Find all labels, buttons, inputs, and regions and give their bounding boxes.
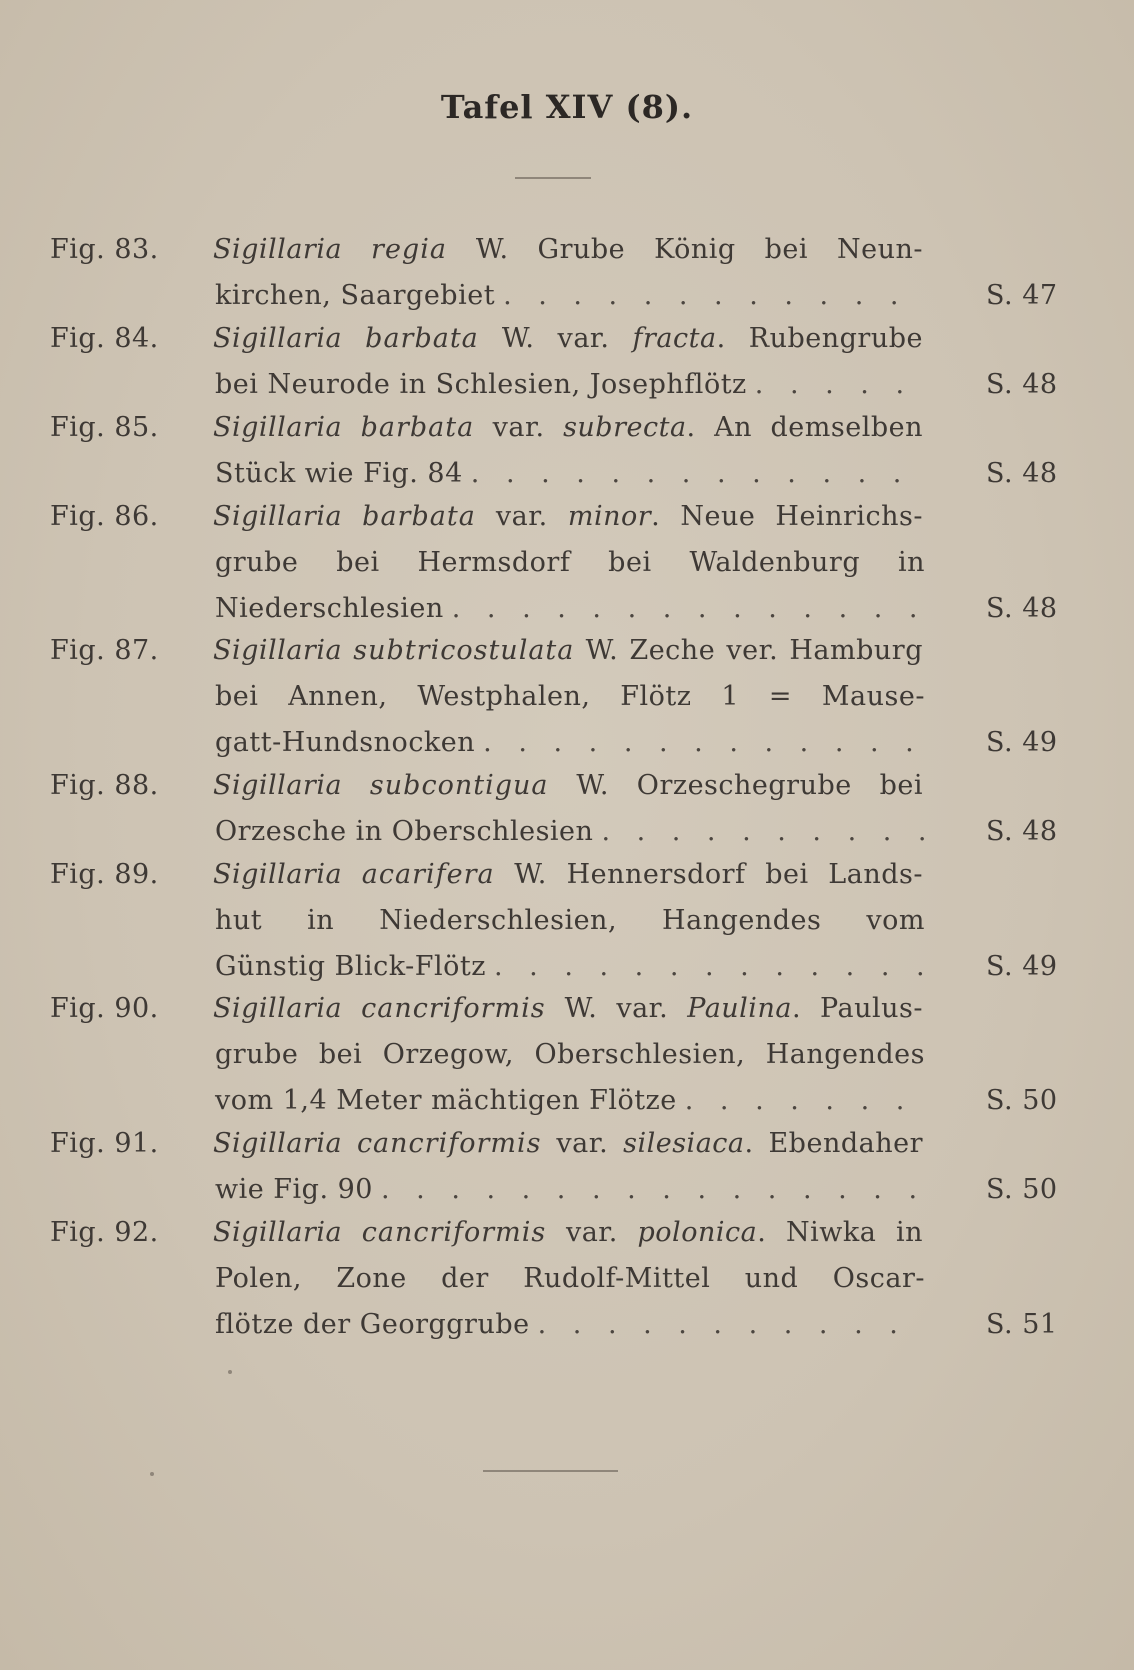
- entry-location: wie Fig. 90: [215, 1174, 373, 1205]
- entry-description-rest: . An demselben: [686, 412, 923, 443]
- genus-name: Sigillaria: [213, 234, 343, 265]
- entry-continuation-line: [215, 1167, 925, 1213]
- figure-entry-90: [0, 986, 1134, 1124]
- genus-name: Sigillaria: [213, 859, 343, 890]
- entry-continuation-line: hut in Niederschlesien, Hangendes vom: [215, 905, 925, 936]
- dot-leader: [452, 586, 925, 632]
- entry-description-rest: . Ebendaher: [744, 1128, 923, 1159]
- figure-entry-83: [0, 227, 1134, 319]
- entry-description-rest: . Niwka in: [757, 1217, 923, 1248]
- dot-leader: [471, 451, 925, 497]
- entry-location: Günstig Blick-Flötz: [215, 951, 486, 982]
- figure-entry-91: [0, 1121, 1134, 1213]
- figure-number: Fig. 83.: [50, 234, 159, 265]
- entry-continuation-line: [215, 273, 925, 319]
- entry-continuation-line: grube bei Hermsdorf bei Waldenburg in: [215, 547, 925, 578]
- figure-number: Fig. 85.: [50, 412, 159, 443]
- dot-leader: [538, 1302, 925, 1348]
- figure-number: Fig. 86.: [50, 501, 159, 532]
- entry-location: gatt-Hundsnocken: [215, 727, 476, 758]
- entry-description-rest: . Rubengrube: [716, 323, 923, 354]
- figure-number: Fig. 89.: [50, 859, 159, 890]
- genus-name: Sigillaria: [213, 993, 343, 1024]
- figure-entry-89: [0, 852, 1134, 990]
- entry-first-line: [213, 852, 923, 898]
- page-reference: S. 48: [986, 816, 1058, 847]
- species-name: cancriformis: [361, 1217, 547, 1248]
- page-reference: S. 50: [986, 1085, 1058, 1116]
- entry-first-line: [213, 405, 923, 451]
- page-title: Tafel XIV (8).: [440, 88, 694, 126]
- entry-location: kirchen, Saargebiet: [215, 280, 496, 311]
- entry-continuation-line: [215, 720, 925, 766]
- page-reference: S. 47: [986, 280, 1058, 311]
- species-name: barbata: [365, 323, 479, 354]
- entry-description: W. var.: [545, 993, 688, 1024]
- entry-description: W. var.: [478, 323, 633, 354]
- entry-first-line: [213, 316, 923, 362]
- figure-number: Fig. 90.: [50, 993, 159, 1024]
- figure-number: Fig. 91.: [50, 1128, 159, 1159]
- figure-entry-84: [0, 316, 1134, 408]
- figure-entry-87: [0, 628, 1134, 766]
- page-reference: S. 48: [986, 593, 1058, 624]
- entry-location: flötze der Georggrube: [215, 1309, 530, 1340]
- species-name: acarifera: [361, 859, 495, 890]
- entry-first-line: [213, 227, 923, 273]
- entry-continuation-line: [215, 809, 925, 855]
- genus-name: Sigillaria: [213, 1217, 343, 1248]
- top-divider: [515, 177, 591, 179]
- entry-first-line: [213, 1210, 923, 1256]
- entry-description: var.: [475, 501, 568, 532]
- entry-description-rest: . Paulus-: [791, 993, 923, 1024]
- genus-name: Sigillaria: [213, 635, 343, 666]
- figure-entry-86: [0, 494, 1134, 632]
- entry-location: bei Neurode in Schlesien, Josephflötz: [215, 369, 747, 400]
- page-reference: S. 49: [986, 951, 1058, 982]
- species-name: subtricostulata: [353, 635, 575, 666]
- species-name: barbata: [360, 412, 475, 443]
- figure-number: Fig. 87.: [50, 635, 159, 666]
- figure-entry-88: [0, 763, 1134, 855]
- entry-continuation-line: [215, 1078, 925, 1124]
- species-name: barbata: [362, 501, 476, 532]
- genus-name: Sigillaria: [213, 412, 343, 443]
- entry-first-line: [213, 986, 923, 1032]
- entry-continuation-line: [215, 586, 925, 632]
- dot-leader: [381, 1167, 925, 1213]
- entry-continuation-line: [215, 944, 925, 990]
- print-speck: [228, 1370, 232, 1374]
- figure-number: Fig. 88.: [50, 770, 159, 801]
- entry-first-line: [213, 1121, 923, 1167]
- entry-continuation-line: bei Annen, Westphalen, Flötz 1 = Mause-: [215, 681, 925, 712]
- page-reference: S. 50: [986, 1174, 1058, 1205]
- entry-description-rest: . Neue Heinrichs-: [651, 501, 923, 532]
- dot-leader: [601, 809, 925, 855]
- dot-leader: [685, 1078, 925, 1124]
- dot-leader: [755, 362, 925, 408]
- entry-description: W. Orzeschegrube bei: [548, 770, 923, 801]
- entry-continuation-line: grube bei Orzegow, Oberschlesien, Hangendes: [215, 1039, 925, 1070]
- entry-first-line: [213, 494, 923, 540]
- entry-continuation-line: [215, 362, 925, 408]
- entry-location: Stück wie Fig. 84: [215, 458, 463, 489]
- figure-number: Fig. 84.: [50, 323, 159, 354]
- dot-leader: [494, 944, 925, 990]
- figure-entry-92: [0, 1210, 1134, 1348]
- page-reference: S. 48: [986, 369, 1058, 400]
- dot-leader: [483, 720, 925, 766]
- entry-continuation-line: [215, 451, 925, 497]
- entry-description: W. Zeche ver. Hamburg: [574, 635, 923, 666]
- genus-name: Sigillaria: [213, 770, 343, 801]
- bottom-divider: [483, 1470, 618, 1472]
- figure-entry-85: [0, 405, 1134, 497]
- species-name: cancriformis: [361, 993, 546, 1024]
- figure-number: Fig. 92.: [50, 1217, 159, 1248]
- species-name: cancriformis: [356, 1128, 542, 1159]
- variety-name: subrecta: [563, 412, 687, 443]
- page-reference: S. 51: [986, 1309, 1058, 1340]
- print-speck: [150, 1472, 154, 1476]
- entry-location: Niederschlesien: [215, 593, 444, 624]
- dot-leader: [503, 273, 925, 319]
- genus-name: Sigillaria: [213, 323, 343, 354]
- entry-description: W. Grube König bei Neun-: [446, 234, 923, 265]
- entry-description: var.: [474, 412, 564, 443]
- variety-name: Paulina: [687, 993, 792, 1024]
- entry-first-line: [213, 763, 923, 809]
- entry-first-line: [213, 628, 923, 674]
- entry-location: Orzesche in Oberschlesien: [215, 816, 594, 847]
- variety-name: polonica: [637, 1217, 758, 1248]
- entry-location: vom 1,4 Meter mächtigen Flötze: [215, 1085, 677, 1116]
- entry-description: W. Hennersdorf bei Lands-: [494, 859, 923, 890]
- entry-description: var.: [546, 1217, 638, 1248]
- variety-name: fracta: [632, 323, 717, 354]
- page-reference: S. 48: [986, 458, 1058, 489]
- species-name: regia: [371, 234, 447, 265]
- entry-continuation-line: [215, 1302, 925, 1348]
- genus-name: Sigillaria: [213, 501, 343, 532]
- entry-description: var.: [541, 1128, 624, 1159]
- entry-continuation-line: Polen, Zone der Rudolf-Mittel und Oscar-: [215, 1263, 925, 1294]
- species-name: subcontigua: [369, 770, 549, 801]
- page-reference: S. 49: [986, 727, 1058, 758]
- genus-name: Sigillaria: [213, 1128, 343, 1159]
- variety-name: silesiaca: [623, 1128, 745, 1159]
- variety-name: minor: [567, 501, 652, 532]
